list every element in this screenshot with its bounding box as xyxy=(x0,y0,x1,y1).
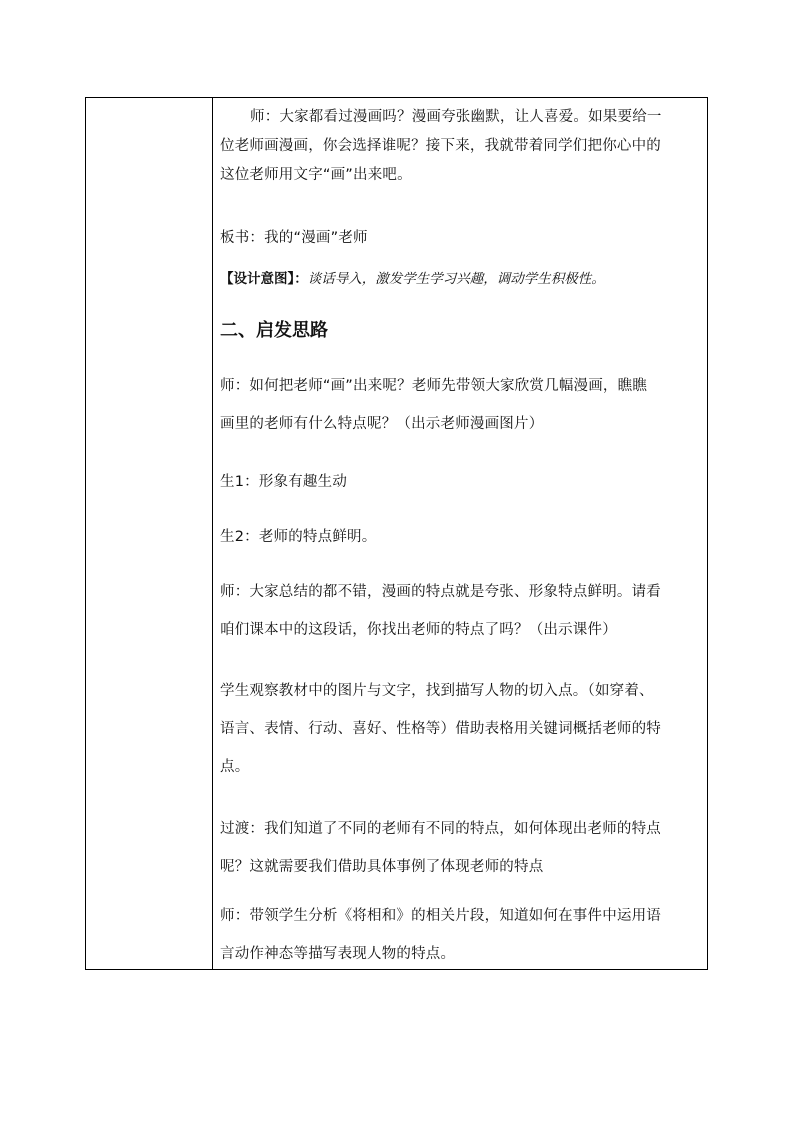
transition-paragraph xyxy=(220,810,702,886)
teacher-summary-paragraph xyxy=(220,573,702,649)
section-heading: 二、启发思路 xyxy=(220,320,328,341)
text-line: 咱们课本中的这段话，你找出老师的特点了吗？（出示课件） xyxy=(220,622,617,638)
intro-line: 这位老师用文字“画”出来吧。 xyxy=(220,167,412,183)
content-cell xyxy=(213,98,707,969)
text-line: 画里的老师有什么特点呢？（出示老师漫画图片） xyxy=(220,416,544,432)
text-line: 点。 xyxy=(220,759,250,775)
blackboard-text: 板书：我的“漫画”老师 xyxy=(220,230,368,246)
lesson-plan-table xyxy=(85,97,708,970)
design-intent-label: 【设计意图】： xyxy=(220,271,308,287)
text-line: 师：大家总结的都不错，漫画的特点就是夸张、形象特点鲜明。请看 xyxy=(220,584,661,600)
intro-paragraph-cont xyxy=(220,132,702,190)
design-intent xyxy=(220,268,702,290)
design-intent-text: 谈话导入，激发学生学习兴趣，调动学生积极性。 xyxy=(307,271,605,287)
text-line: 师：带领学生分析《将相和》的相关片段，知道如何在事件中运用语 xyxy=(220,908,661,924)
observation-paragraph xyxy=(220,672,702,786)
text-line: 呢？这就需要我们借助具体事例了体现老师的特点 xyxy=(220,859,544,875)
intro-paragraph xyxy=(220,103,702,132)
text-line: 言动作神态等描写表现人物的特点。 xyxy=(220,946,456,962)
intro-line: 位老师画漫画，你会选择谁呢？接下来，我就带着同学们把你心中的 xyxy=(220,138,661,154)
student-answer-1: 生1：形象有趣生动 xyxy=(220,474,348,490)
text-line: 学生观察教材中的图片与文字，找到描写人物的切入点。（如穿着、 xyxy=(220,683,654,699)
teacher-question-paragraph xyxy=(220,367,702,443)
text-line: 过渡：我们知道了不同的老师有不同的特点，如何体现出老师的特点 xyxy=(220,821,661,837)
student-answer-2: 生2：老师的特点鲜明。 xyxy=(220,529,377,545)
text-line: 语言、表情、行动、喜好、性格等）借助表格用关键词概括老师的特 xyxy=(220,721,661,737)
teacher-analysis-paragraph xyxy=(220,897,702,973)
intro-line: 师：大家都看过漫画吗？漫画夸张幽默，让人喜爱。如果要给一 xyxy=(250,109,662,125)
text-line: 师：如何把老师“画”出来呢？老师先带领大家欣赏几幅漫画，瞧瞧 xyxy=(220,378,648,394)
